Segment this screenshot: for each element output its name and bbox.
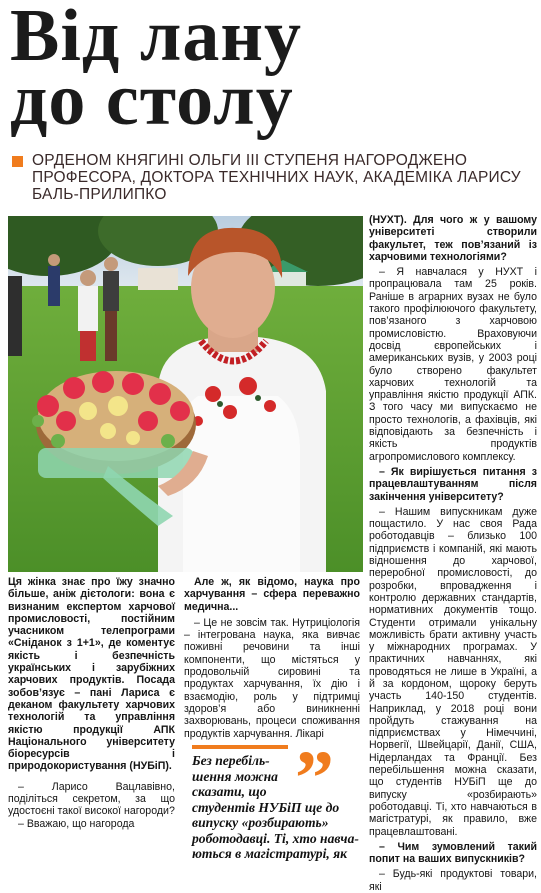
question-paragraph: Але ж, як відомо, наука про харчування – сфера переважно медична... (184, 576, 360, 613)
column-3 (369, 214, 537, 893)
headline-line-2: до столу (10, 59, 294, 141)
intro-paragraph: Ця жінка знає про їжу значно більше, аніж дієтологи: вона є визнаним експертом харчової промисловості, постійним учасником телепрограми «Сніданок з 1+1», де коментує якість і безпечність українських і зарубіжних харчових продуктів. Посада зобов’язує – пані Лариса є деканом факультету харчових технологій та управління якістю продукції АПК Національного університету біоресурсів і природокористування (НУБіП). (8, 576, 175, 773)
headline (10, 0, 535, 141)
question-paragraph: (НУХТ). Для чого ж у вашому університеті створили факультет, теж пов’язаний із харчовими технологіями? (369, 214, 537, 263)
answer-paragraph: – Будь-які продуктові товари, які (369, 868, 537, 893)
pull-quote-line: Без перебіль- (192, 753, 270, 768)
photo-illustration (8, 216, 363, 572)
quote-mark-icon: ” (295, 734, 334, 821)
answer-paragraph: – Вважаю, що нагорода (18, 817, 135, 830)
question-paragraph: – Як вирішується питання з працевлаштуванням після закінчення університету? (369, 465, 537, 503)
answer-paragraph: – Нашим випускникам дуже пощастило. У нас своя Рада роботодавців – близько 100 підприємств і компаній, які мають відношення до харчової, переробної промисловості, до розробки, впровадження і контролю державних стандартів, нормативних документів тощо. Студенти отримали унікальну можливість брати активну участь у міжнародних програмах. У практичних навчаннях, які проводяться не лише в Україні, а й за кордоном, щороку беруть участь 140-150 студентів. Наприклад, у 2018 році вони пройдуть стажування на підприємствах у Німеччині, Норвегії, Швейцарії, Данії, США, Нідерландах та Франції. Без перебільшення можна сказати, що студентів НУБіП ще до випуску «розбирають» роботодавці. Ті, хто навчаються в магістратурі, як правило, вже працевлаштовані. (369, 505, 537, 838)
question-paragraph: – Ларисо Вацлавівно, поділіться секретом, за що удостоєні такої високої нагороди? (8, 780, 175, 818)
question-paragraph: – Чим зумовлений такий попит на ваших випускників? (369, 840, 537, 866)
pull-quote-line: роботодавці. Ті, хто навча- (192, 830, 359, 846)
article-photo (8, 216, 363, 572)
column-1 (8, 576, 175, 830)
pull-quote-line: випуску «розбирають» (192, 815, 329, 830)
lead-bullet-icon (12, 156, 23, 167)
pull-quote-line: ються в магістратурі, як (192, 846, 348, 861)
answer-paragraph: – Я навчалася у НУХТ і пропрацювала там 25 років. Раніше в аграрних вузах не було такого профілюючого факультету, пов’язаного з харчовою промисловістю. Враховуючи досвід європейських і американських вузів, у 2003 році було створено факультет харчових технологій та управління якістю продукції АПК. З того часу ми випускаємо не просто технологів, а фахівців, які відповідають за безпечність і якість продуктів агропромислового комплексу. (369, 266, 537, 463)
pull-quote-line: студентів НУБіП ще до (192, 799, 340, 815)
pull-quote-bar (192, 745, 288, 749)
headline-line-1: Від лану (10, 0, 303, 77)
pull-quote (192, 734, 362, 862)
answer-paragraph: – Це не зовсім так. Нутриціологія – інтегрована наука, яка вивчає поживні речовини та інші компоненти, що містяться у продовольчій сировині та продуктах харчування, їх дію і взаємодію, роль у підтримці здоров’я або виникненні захворювань, процеси споживання продуктів харчування. Лікарі (184, 616, 360, 740)
pull-quote-line: сказати, що (192, 784, 267, 799)
pull-quote-text (192, 753, 360, 862)
column-2 (184, 576, 360, 740)
lead-text: ОРДЕНОМ КНЯГИНІ ОЛЬГИ ІІІ СТУПЕНЯ НАГОРОДЖЕНО ПРОФЕСОРА, ДОКТОРА ТЕХНІЧНИХ НАУК, АКАДЕМІКА ЛАРИСУ БАЛЬ-ПРИЛИПКО (32, 152, 521, 203)
pull-quote-line: шення можна (192, 768, 278, 784)
